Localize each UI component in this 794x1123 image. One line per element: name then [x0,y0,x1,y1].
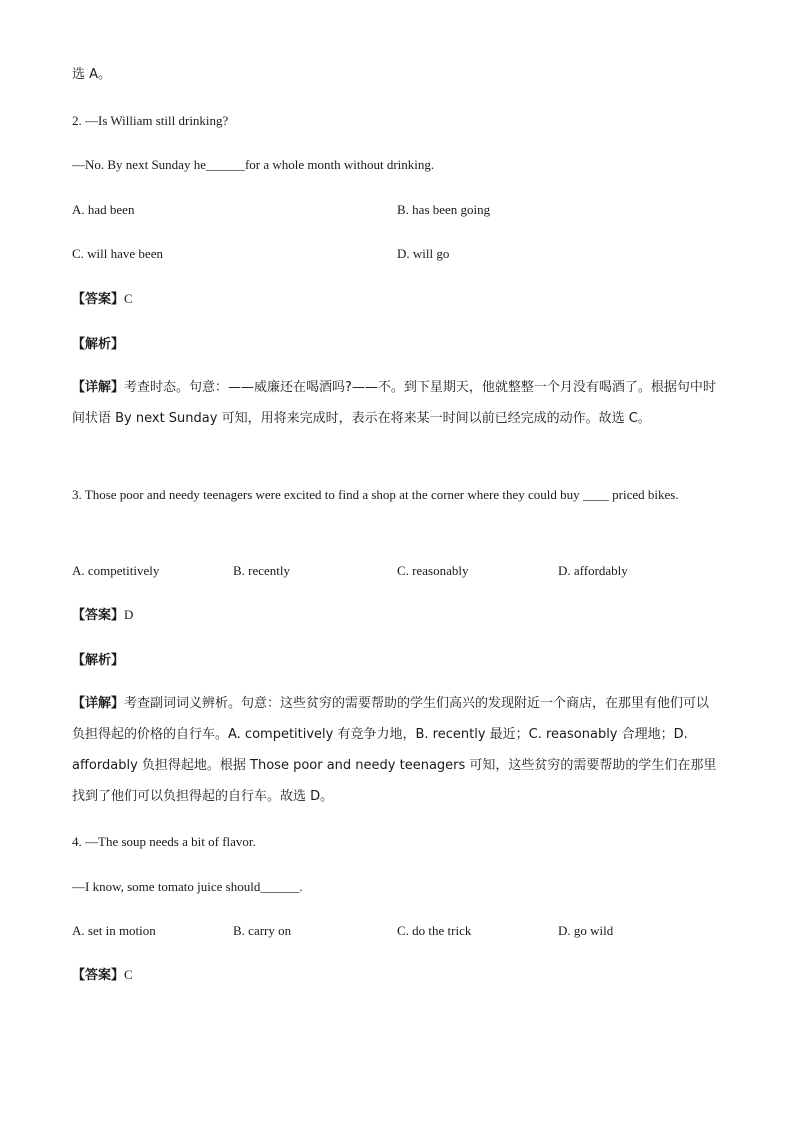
q3-option-d: D. affordably [558,563,628,578]
q4-line2: —I know, some tomato juice should______. [72,879,303,894]
q4-option-a: A. set in motion [72,923,156,938]
q3-option-a: A. competitively [72,563,160,578]
q2-analysis [72,335,124,354]
q3-option-c: C. reasonably [397,563,469,578]
analysis-tag: 【解析】 [72,337,125,352]
q2-detail [72,372,720,434]
q4-option-c: C. do the trick [397,923,472,938]
q3-answer [72,606,133,625]
q4-option-b: B. carry on [233,923,292,938]
q2-option-d: D. will go [397,246,450,261]
q4-answer [72,966,133,985]
answer-value: D [124,607,134,622]
q3-detail [72,688,720,812]
q3-analysis [72,651,124,670]
detail-tag: 【详解】 [72,380,125,395]
analysis-tag: 【解析】 [72,653,125,668]
q4-stem: 4. —The soup needs a bit of flavor. [72,834,256,849]
q2-option-a: A. had been [72,202,135,217]
q2-option-b: B. has been going [397,202,491,217]
q3-stem: 3. Those poor and needy teenagers were excited to find a shop at the corner where they could buy ____ priced bikes. [72,487,679,502]
detail-text: 考查时态。句意：——威廉还在喝酒吗?——不。到下星期天，他就整整一个月没有喝酒了。根据句中时间状语 By next Sunday 可知，用将来完成时，表示在将来某一时间以前已经完成的动作。故选 C。 [72,380,716,426]
answer-tag: 【答案】 [72,608,125,623]
q4-option-d: D. go wild [558,923,614,938]
q2-option-c: C. will have been [72,246,163,261]
answer-tag: 【答案】 [72,968,125,983]
intro-answer-tail: 选 A。 [72,67,112,82]
q2-answer [72,290,133,309]
q2-line2: —No. By next Sunday he______for a whole month without drinking. [72,157,435,172]
answer-value: C [124,291,133,306]
detail-text: 考查副词词义辨析。句意：这些贫穷的需要帮助的学生们高兴的发现附近一个商店，在那里有他们可以负担得起的价格的自行车。A. competitively 有竞争力地，B. recently 最近；C. reasonably 合理地；D. affordably 负担得起地。根据 Those poor and needy teenagers 可知，这些贫穷的需要帮助的学生们在那里找到了他们可以负担得起的自行车。故选 D。 [72,696,717,804]
answer-value: C [124,967,133,982]
q2-stem: 2. —Is William still drinking? [72,113,229,128]
detail-tag: 【详解】 [72,696,125,711]
answer-tag: 【答案】 [72,292,125,307]
q3-option-b: B. recently [233,563,291,578]
